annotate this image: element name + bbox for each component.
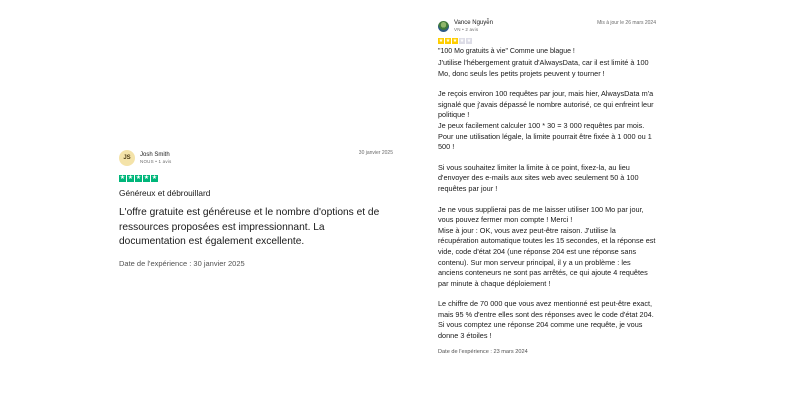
review-body bbox=[438, 58, 656, 342]
avatar[interactable]: JS bbox=[119, 150, 135, 166]
review-paragraph: Je ne vous supplierai pas de me laisser utiliser 100 Mo par jour, vous pouvez fermer mon compte ! Merci ! bbox=[438, 204, 644, 225]
experience-date: Date de l'expérience : 23 mars 2024 bbox=[438, 348, 528, 355]
star-icon: ★ bbox=[119, 175, 126, 181]
review-header bbox=[438, 20, 656, 33]
review-paragraph: Si vous souhaitez limiter la limite à ce point, fixez-la, au lieu d'envoyer des e-mails aux sites web avec seulement 50 à 100 requêtes par jour ! bbox=[438, 162, 639, 193]
star-icon: ★ bbox=[135, 175, 142, 181]
star-icon: ★ bbox=[445, 38, 451, 44]
review-body: L'offre gratuite est généreuse et le nombre d'options et de ressources proposées est impressionnant. La documentation est également excellente. bbox=[119, 207, 380, 247]
review-paragraph: J'utilise l'hébergement gratuit d'AlwaysData, car il est limité à 100 Mo, donc seuls les petits projets peuvent y tourner ! bbox=[438, 58, 649, 78]
star-rating bbox=[438, 38, 656, 44]
experience-date: Date de l'expérience : 30 janvier 2025 bbox=[119, 258, 245, 268]
star-icon: ★ bbox=[151, 175, 158, 181]
review-title[interactable]: "100 Mo gratuits à vie" Comme une blague ! bbox=[438, 48, 575, 55]
reviewer-info bbox=[454, 20, 493, 33]
star-icon: ★ bbox=[438, 38, 444, 44]
star-icon: ★ bbox=[466, 38, 472, 44]
star-icon: ★ bbox=[452, 38, 458, 44]
star-icon: ★ bbox=[143, 175, 150, 181]
star-rating bbox=[119, 175, 393, 182]
reviewer-name[interactable]: Vance Nguyễn bbox=[454, 20, 493, 26]
review-card-josh-smith bbox=[119, 150, 393, 268]
review-paragraph: Je reçois environ 100 requêtes par jour, mais hier, AlwaysData m'a signalé que j'avais dépassé le nombre autorisé, ce qui enfreint leur politique ! bbox=[438, 89, 654, 120]
reviewer-meta: VN • 2 avis bbox=[454, 27, 479, 32]
review-date: Mis à jour le 26 mars 2024 bbox=[597, 20, 656, 26]
review-title[interactable]: Généreux et débrouillard bbox=[119, 188, 211, 198]
reviewer-name[interactable]: Josh Smith bbox=[140, 151, 170, 158]
review-header bbox=[119, 150, 393, 166]
review-card-vance-nguyen bbox=[438, 20, 656, 355]
avatar[interactable] bbox=[438, 21, 449, 32]
star-icon: ★ bbox=[459, 38, 465, 44]
reviewer-info bbox=[140, 152, 171, 165]
star-icon: ★ bbox=[127, 175, 134, 181]
review-paragraph: Je peux facilement calculer 100 * 30 = 3 000 requêtes par mois. Pour une utilisation légale, la limite pourrait être fixée à 1 000 ou 1 500 ! bbox=[438, 120, 652, 152]
review-paragraph: Mise à jour : OK, vous avez peut-être raison. J'utilise la récupération automatique toutes les 15 secondes, et la réponse est vide, code d'état 204 (une réponse 204 est une réponse sans contenu). Sur mon serveur principal, il y a un problème : les anciens conteneurs ne sont pas arrêtés, ce qui ajoute 4 requêtes par minute à chaque déploiement ! bbox=[438, 225, 656, 288]
review-paragraph: Le chiffre de 70 000 que vous avez mentionné est peut-être exact, mais 95 % d'entre elles sont des réponses avec le code d'état 204. Si vous comptez une réponse 204 comme une requête, je vous donne 3 étoiles ! bbox=[438, 299, 654, 341]
reviewer-meta: NOUS • 1 avis bbox=[140, 158, 172, 164]
review-date: 30 janvier 2025 bbox=[358, 150, 393, 156]
